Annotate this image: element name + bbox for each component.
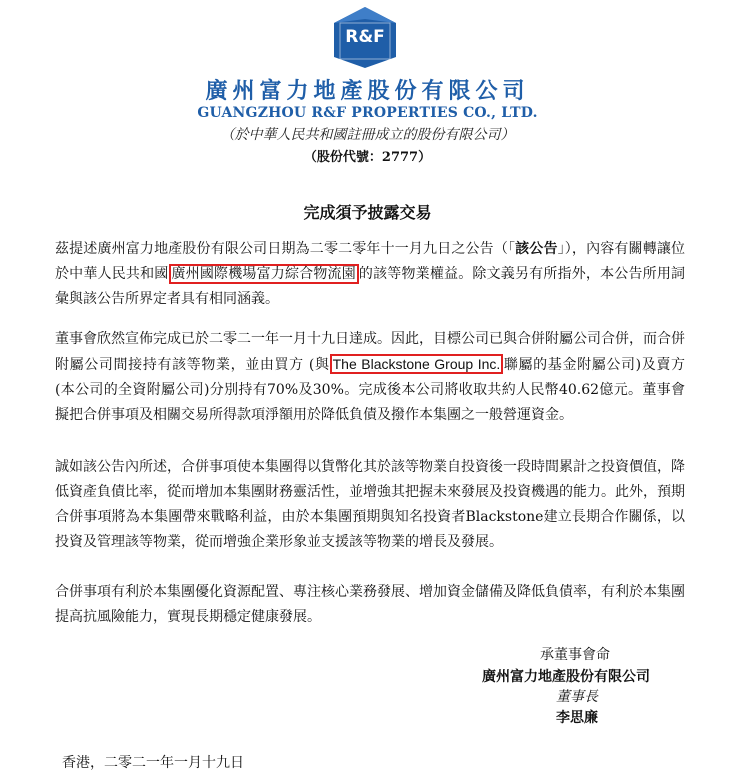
paragraph-reference: 茲提述廣州富力地產股份有限公司日期為二零二零年十一月九日之公告（「該公告」），內容有關轉讓位於中華人民共和國 廣州國際機場富力綜合物流園 的該等物業權益。除文義另有所指外，本公告所用詞彙與該公告所界定者具有相同涵義。	[55, 241, 686, 307]
signature-role: 董事長	[556, 689, 598, 705]
date-line: 香港，二零二一年一月十九日	[62, 755, 244, 771]
incorporation-note: （於中華人民共和國註冊成立的股份有限公司）	[220, 127, 515, 143]
highlighted-property-name: 廣州國際機場富力綜合物流園	[169, 264, 359, 284]
logo-text: R&F	[345, 27, 385, 47]
defined-term: 該公告	[515, 241, 558, 257]
announcement-title: 完成須予披露交易	[303, 203, 432, 222]
company-logo	[330, 5, 400, 70]
signature-by-order: 承董事會命	[540, 647, 610, 663]
paragraph-benefits: 合併事項有利於本集團優化資源配置、專注核心業務發展、增加資金儲備及降低負債率，有利於本集團提高抗風險能力，實現長期穩定健康發展。	[55, 584, 685, 625]
signature-company: 廣州富力地產股份有限公司	[482, 669, 650, 685]
company-name-english: GUANGZHOU R&F PROPERTIES CO., LTD.	[197, 105, 538, 121]
highlighted-buyer-name: The Blackstone Group Inc.	[330, 354, 504, 374]
paragraph-completion: 董事會欣然宣佈完成已於二零二一年一月十九日達成。因此，目標公司已與合併附屬公司合併，而合併附屬公司間接持有該等物業，並由買方 (與 The Blackstone Group Inc. 聯屬的基金附屬公司)及賣方 (本公司的全資附屬公司)分別持有70%及30%。完成後本公司將收取共約人民幣40.62億元。董事會擬把合併事項及相關交易所得款項淨額用於降低負債及撥作本集團之一般營運資金。	[55, 331, 685, 423]
paragraph-reasons: 誠如該公告內所述，合併事項使本集團得以貨幣化其於該等物業自投資後一段時間累計之投資價值，降低資產負債比率，從而增加本集團財務靈活性，並增強其把握未來發展及投資機遇的能力。此外，預期合併事項將為本集團帶來戰略利益，由於本集團預期與知名投資者Blackstone建立長期合作關係，以投資及管理該等物業，從而增強企業形象並支援該等物業的增長及發展。	[55, 459, 685, 550]
signature-name: 李思廉	[556, 710, 598, 726]
company-name-chinese: 廣州富力地產股份有限公司	[205, 79, 530, 104]
stock-code: （股份代號：2777）	[303, 150, 432, 165]
